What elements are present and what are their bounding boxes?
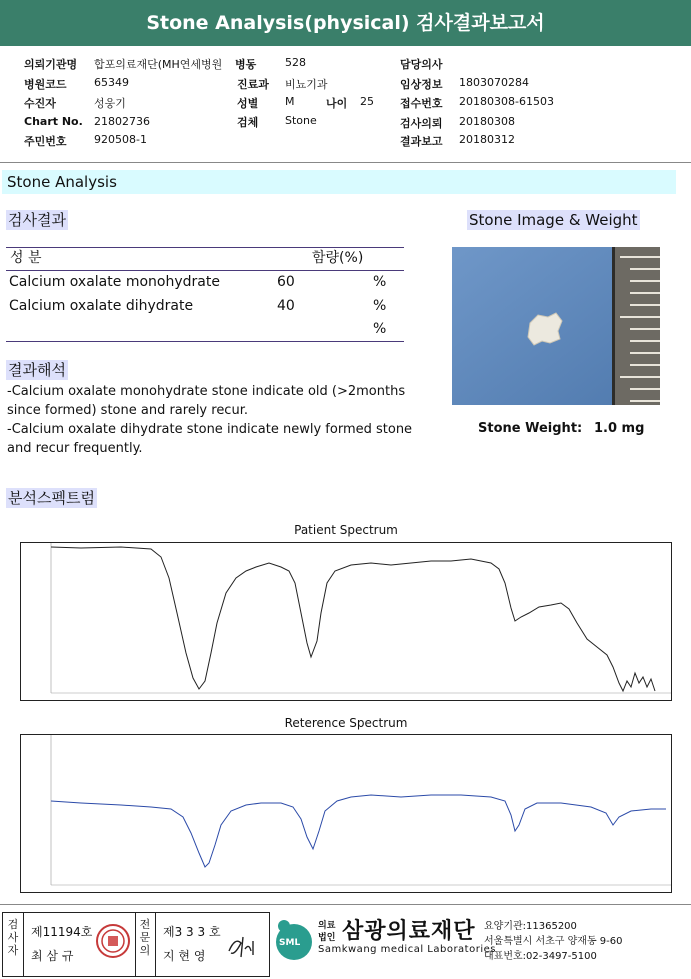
org-value: 합포의료재단(MH연세병원 [94,58,223,71]
ward-value: 528 [285,56,306,69]
patient-spectrum-svg [21,543,671,700]
specialist-label: 전문의 [139,918,151,957]
results-heading: 검사결과 [8,211,66,229]
stone-photo-svg [452,247,660,405]
age-value: 25 [360,95,374,108]
receipt-value: 20180308-61503 [459,95,554,108]
recipient-label: 수진자 [24,97,56,110]
org-badge: SML [279,938,301,948]
weight-value: 1.0 mg [594,421,645,436]
reference-spectrum-title: Reterence Spectrum [284,716,408,730]
interpretation-line-1: -Calcium oxalate monohydrate stone indicate old (>2months since formed) stone and rarely recur. [7,384,406,418]
row-2-name: Calcium oxalate dihydrate [9,298,194,314]
chart-label: Chart No. [24,115,83,128]
row-1-name: Calcium oxalate monohydrate [9,274,220,290]
row-2-unit: % [373,298,387,314]
row-3-unit: % [373,321,387,337]
report-date-label: 결과보고 [400,135,443,148]
age-label: 나이 [326,97,348,110]
dept-label: 진료과 [237,78,269,91]
table-top-line [6,247,404,248]
sig-divider-2 [135,913,136,976]
clinical-label: 임상정보 [400,78,443,91]
request-label: 검사의뢰 [400,117,443,130]
row-1-unit: % [373,274,387,290]
stone-photo [452,247,660,405]
org-address: 서울특별시 서초구 양재동 9-60 [484,936,623,947]
interpretation-heading: 결과해석 [8,361,66,379]
specimen-label: 검체 [237,116,259,129]
report-title: Stone Analysis(physical) 검사결과보고서 [0,0,691,46]
inspector-no: 제11194호 [31,925,93,939]
patient-spectrum-title: Patient Spectrum [294,523,398,537]
org-label: 의뢰기관명 [24,58,78,71]
inspector-name: 최 삼 규 [31,949,74,963]
patient-spectrum-plot [20,542,672,701]
request-value: 20180308 [459,115,515,128]
org-name: 삼광의료재단 [342,919,476,944]
doctor-label: 담당의사 [400,58,443,71]
org-code: 요양기관:11365200 [484,921,577,932]
org-logo-icon [272,916,316,962]
signature-box [2,912,270,977]
section-title: Stone Analysis [2,170,676,194]
receipt-label: 접수번호 [400,97,443,110]
report-date-value: 20180312 [459,133,515,146]
specialist-no: 제3 3 3 호 [163,925,221,939]
info-divider [0,162,691,163]
col-amount: 함량(%) [312,250,364,266]
row-2-value: 40 [277,298,295,314]
org-prefix-1: 의료 [318,921,336,931]
dept-value: 비뇨기과 [285,78,328,91]
recipient-value: 성웅기 [94,97,126,110]
org-prefix-2: 법인 [318,933,336,943]
specialist-name: 지 현 영 [163,949,206,963]
image-heading: Stone Image & Weight [469,211,638,229]
chart-value: 21802736 [94,115,150,128]
specialist-signature [225,931,261,961]
table-bottom-line [6,341,404,342]
spectrum-heading: 분석스펙트럼 [8,489,95,507]
interpretation-line-2: -Calcium oxalate dihydrate stone indicate newly formed stone and recur frequently. [7,422,413,456]
col-component: 성 분 [10,250,42,266]
table-header-line [6,270,404,271]
row-1-value: 60 [277,274,295,290]
sex-value: M [285,95,295,108]
hosp-code-value: 65349 [94,76,129,89]
reference-spectrum-plot [20,734,672,893]
footer-divider [0,904,691,905]
sig-divider-1 [23,913,24,976]
sig-divider-3 [155,913,156,976]
clinical-value: 1803070284 [459,76,529,89]
inspector-seal-icon [95,923,131,959]
specimen-value: Stone [285,114,317,127]
reference-spectrum-svg [21,735,671,892]
org-phone: 대표번호:02-3497-5100 [484,951,597,962]
id-label: 주민번호 [24,135,67,148]
ward-label: 병동 [235,58,257,71]
inspector-label: 검사자 [7,918,19,957]
weight-label: Stone Weight: [478,421,583,436]
patient-info [0,0,691,160]
sex-label: 성별 [237,97,259,110]
id-value: 920508-1 [94,133,147,146]
hosp-code-label: 병원코드 [24,78,67,91]
org-english: Samkwang medical Laboratories [318,944,496,955]
